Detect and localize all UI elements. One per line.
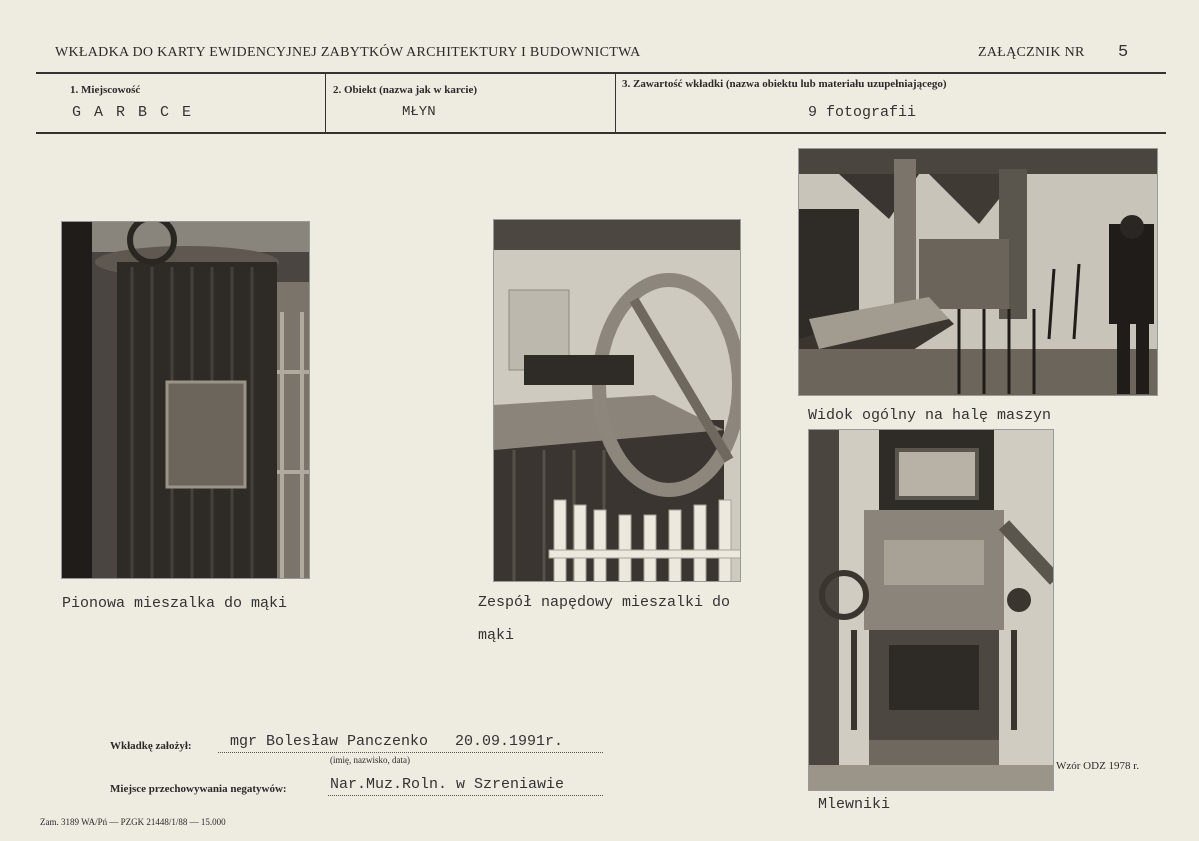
pattern-label: Wzór ODZ 1978 r. [1056, 760, 1140, 772]
author-value: mgr Bolesław Panczenko 20.09.1991r. [230, 733, 564, 750]
photo-vertical-mixer [61, 221, 310, 579]
photo-grinders [808, 429, 1054, 791]
field-divider-1 [325, 74, 326, 132]
caption-grinders: Mlewniki [818, 796, 891, 813]
storage-dotted-line [328, 795, 603, 796]
photo-drive-unit [493, 219, 741, 582]
caption-drive-unit-line2: mąki [478, 627, 515, 644]
author-dotted-line [218, 752, 603, 753]
header-rule-top [36, 72, 1166, 74]
object-value: MŁYN [402, 104, 436, 120]
author-hint: (imię, nazwisko, data) [330, 755, 410, 765]
content-value: 9 fotografii [808, 104, 917, 121]
caption-hall-overview: Widok ogólny na halę maszyn [808, 407, 1052, 424]
storage-value: Nar.Muz.Roln. w Szreniawie [330, 776, 565, 793]
caption-vertical-mixer: Pionowa mieszalka do mąki [62, 595, 288, 612]
locality-label: 1. Miejscowość [70, 84, 141, 96]
print-info: Zam. 3189 WA/Pń — PZGK 21448/1/88 — 15.000 [40, 817, 226, 827]
field-divider-2 [615, 74, 616, 132]
locality-value: G A R B C E [72, 104, 194, 121]
storage-label: Miejsce przechowywania negatywów: [110, 783, 287, 795]
photo-hall-overview [798, 148, 1158, 396]
form-title: WKŁADKA DO KARTY EWIDENCYJNEJ ZABYTKÓW ARCHITEKTURY I BUDOWNICTWA [55, 45, 641, 60]
annex-number: 5 [1118, 43, 1129, 62]
caption-drive-unit-line1: Zespół napędowy mieszalki do [478, 594, 731, 611]
content-label: 3. Zawartość wkładki (nazwa obiektu lub materiału uzupełniającego) [622, 78, 947, 90]
header-rule-bottom [36, 132, 1166, 134]
author-label: Wkładkę założył: [110, 740, 192, 752]
annex-label: ZAŁĄCZNIK NR [978, 45, 1085, 60]
object-label: 2. Obiekt (nazwa jak w karcie) [333, 84, 478, 96]
